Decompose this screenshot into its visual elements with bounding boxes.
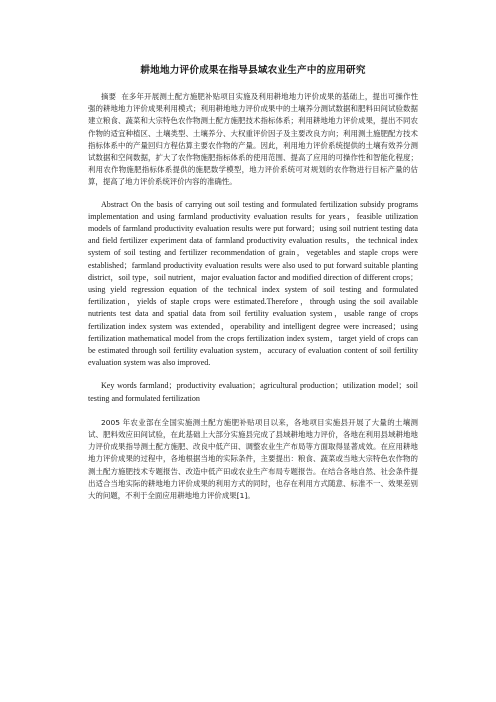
abstract-zh-text: 在多年开展测土配方施肥补贴项目实施及利用耕地地力评价成果的基础上，提出可操作性强的耕地地力评价成果利用模式；利用耕地地力评价成果中的土壤养分测试数据和肥料田间试验数据建立粮食、蔬菜和大宗特色农作物测土配方施肥技术指标体系；利用耕地地力评价成果，提出不同农作物的适宜种植区、土壤类型、土壤养分、大权重评价因子及主要改良方向；利用测土施肥配方技术指标体系中的产量回归方程估算主要农作物的产量。因此，利用地力评价系统提供的土壤有效养分测试数据和空间数据，扩大了农作物施肥指标体系的使用范围、提高了应用的可操作性和智能化程度；利用农作物施肥指标体系提供的施肥数学模型，地力评价系统可对规划的农作物进行目标产量的估算，提高了地力评价系统评价内容的准确性。 <box>88 92 419 187</box>
keywords-label: Key words <box>101 381 137 391</box>
abstract-en <box>88 199 418 370</box>
paper-title: 耕地地力评价成果在指导县域农业生产中的应用研究 <box>140 65 366 76</box>
keywords-text: farmland；productivity evaluation；agricultural production；utilization model；soil testing and formulated fertilization <box>88 381 418 403</box>
abstract-zh-label: 摘要 <box>101 92 117 101</box>
abstract-en-text: On the basis of carrying out soil testing and formulated fertilization subsidy programs implementation and using farmland productivity evaluation results for years，feasible utilization models of farmland productivity evaluation results were put forward；using soil nutrient testing data and field fertilizer experiment data of farmland productivity evaluation results，the technical index system of soil testing and fertilizer recommendation of grain，vegetables and staple crops were established；farmland productivity evaluation results were also used to put forward suitable planting district，soil type，soil nutrient，major evaluation factor and modified direction of different crops；using yield regression equation of the technical index system of soil testing and formulated fertilization，yields of staple crops were estimated.Therefore，through using the soil available nutrients test data and spatial data from soil fertility evaluation system，usable range of crops fertilization index system was extended，operability and intelligent degree were increased；using fertilization mathematical model from the crops fertilization index system，target yield of crops can be estimated through soil fertility evaluation system，accuracy of evaluation content of soil fertility evaluation system was also improved. <box>88 199 419 368</box>
keywords <box>88 380 418 404</box>
abstract-zh <box>88 91 418 189</box>
paper-page <box>88 62 418 512</box>
abstract-en-label: Abstract <box>101 199 129 209</box>
intro-paragraph: 2005 年农业部在全国实施测土配方施肥补贴项目以来，各地项目实施县开展了大量的土壤测试、肥料效应田间试验，在此基础上大部分实施县完成了县域耕地地力评价，各地在利用县域耕地地力评价成果指导测土配方施肥、改良中低产田、调整农业生产布局等方面取得显著成效。在应用耕地地力评价成果的过程中，各地根据当地的实际条件，主要提出：粮食、蔬菜或当地大宗特色农作物的测土配方施肥技术专题报告、改造中低产田或农业生产布局专题报告。在结合各地自然、社会条件提出适合当地实际的耕地地力评价成果的利用方式的同时，也存在利用方式随意、标准不一、效果差别大的问题，不利于全面应用耕地地力评价成果[1]。 <box>88 417 418 501</box>
